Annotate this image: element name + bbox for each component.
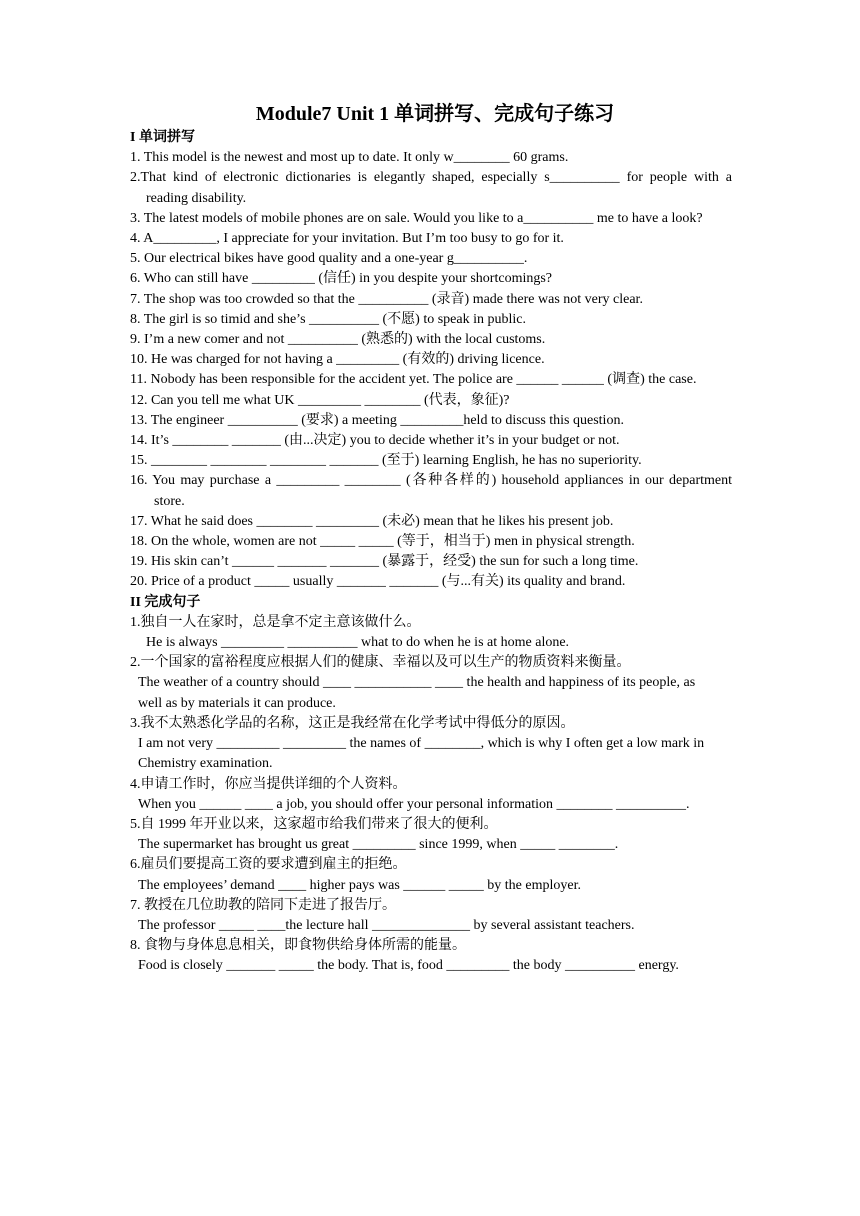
- chinese-prompt: 8. 食物与身体息息相关，即食物供给身体所需的能量。: [130, 938, 466, 954]
- list-item: 20. Price of a product _____ usually _______ _______ (与...有关) its quality and brand.: [130, 574, 626, 590]
- chinese-prompt: 2.一个国家的富裕程度应根据人们的健康、幸福以及可以生产的物质资料来衡量。: [130, 655, 631, 671]
- chinese-prompt: 5.自 1999 年开业以来，这家超市给我们带来了很大的便利。: [130, 816, 498, 832]
- list-item: 10. He was charged for not having a _________ (有效的) driving licence.: [130, 352, 545, 368]
- list-item: 17. What he said does ________ _________ (未必) mean that he likes his present job.: [130, 513, 614, 529]
- list-item: 3. The latest models of mobile phones are on sale. Would you like to a__________ me to have a look?: [130, 210, 703, 226]
- chinese-prompt: 1.独自一人在家时，总是拿不定主意该做什么。: [130, 614, 421, 630]
- list-item: 14. It’s ________ _______ (由...决定) you to decide whether it’s in your budget or not.: [130, 433, 620, 449]
- english-sentence: Food is closely _______ _____ the body. That is, food _________ the body __________ energy.: [138, 958, 679, 974]
- chinese-prompt: 4.申请工作时，你应当提供详细的个人资料。: [130, 776, 407, 792]
- list-item: 15. ________ ________ ________ _______ (至于) learning English, he has no superiority.: [130, 453, 642, 469]
- list-item: 9. I’m a new comer and not __________ (熟悉的) with the local customs.: [130, 332, 546, 348]
- english-sentence: When you ______ ____ a job, you should offer your personal information ________ __________.: [138, 796, 690, 812]
- list-item: 19. His skin can’t ______ _______ _______ (暴露于，经受) the sun for such a long time.: [130, 554, 639, 570]
- english-sentence: The weather of a country should ____ ___________ ____ the health and happiness of its people, as well as by materials it can produce.: [138, 675, 696, 711]
- list-item: 18. On the whole, women are not _____ _____ (等于，相当于) men in physical strength.: [130, 534, 635, 550]
- english-sentence: The employees’ demand ____ higher pays was ______ _____ by the employer.: [138, 877, 581, 893]
- list-item: 4. A_________, I appreciate for your invitation. But I’m too busy to go for it.: [130, 231, 564, 247]
- list-item: 1. This model is the newest and most up to date. It only w________ 60 grams.: [130, 150, 569, 166]
- page-title: Module7 Unit 1 单词拼写、完成句子练习: [255, 103, 615, 125]
- chinese-prompt: 7. 教授在几位助教的陪同下走进了报告厅。: [130, 897, 396, 913]
- section-heading-sentences: II 完成句子: [130, 594, 201, 610]
- list-item: 8. The girl is so timid and she’s __________ (不愿) to speak in public.: [130, 311, 526, 327]
- list-item: 7. The shop was too crowded so that the __________ (录音) made there was not very clear.: [130, 291, 643, 307]
- list-item: 16. You may purchase a _________ ________ (各种各样的) household appliances in our department store.: [130, 473, 732, 509]
- chinese-prompt: 6.雇员们要提高工资的要求遭到雇主的拒绝。: [130, 857, 407, 873]
- spelling-list: [130, 148, 732, 592]
- list-item: 13. The engineer __________ (要求) a meeting _________held to discuss this question.: [130, 412, 624, 428]
- chinese-prompt: 3.我不太熟悉化学品的名称，这正是我经常在化学考试中得低分的原因。: [130, 715, 575, 731]
- list-item: 12. Can you tell me what UK _________ ________ (代表，象征)?: [130, 392, 510, 408]
- english-sentence: I am not very _________ _________ the names of ________, which is why I often get a low mark in Chemistry examination.: [138, 736, 705, 772]
- list-item: 5. Our electrical bikes have good quality and a one-year g__________.: [130, 251, 528, 267]
- list-item: 2.That kind of electronic dictionaries is elegantly shaped, especially s__________ for people with a reading disability.: [130, 170, 732, 206]
- english-sentence: The supermarket has brought us great _________ since 1999, when _____ ________.: [138, 837, 619, 853]
- worksheet-page: [130, 102, 732, 977]
- section-heading-spelling: I 单词拼写: [130, 130, 195, 145]
- english-sentence: He is always _________ __________ what to do when he is at home alone.: [146, 635, 570, 651]
- list-item: 6. Who can still have _________ (信任) in you despite your shortcomings?: [130, 271, 553, 287]
- english-sentence: The professor _____ ____the lecture hall ______________ by several assistant teachers.: [138, 917, 635, 933]
- sentence-list: [130, 613, 732, 977]
- list-item: 11. Nobody has been responsible for the accident yet. The police are ______ ______ (调查) the case.: [130, 372, 697, 388]
